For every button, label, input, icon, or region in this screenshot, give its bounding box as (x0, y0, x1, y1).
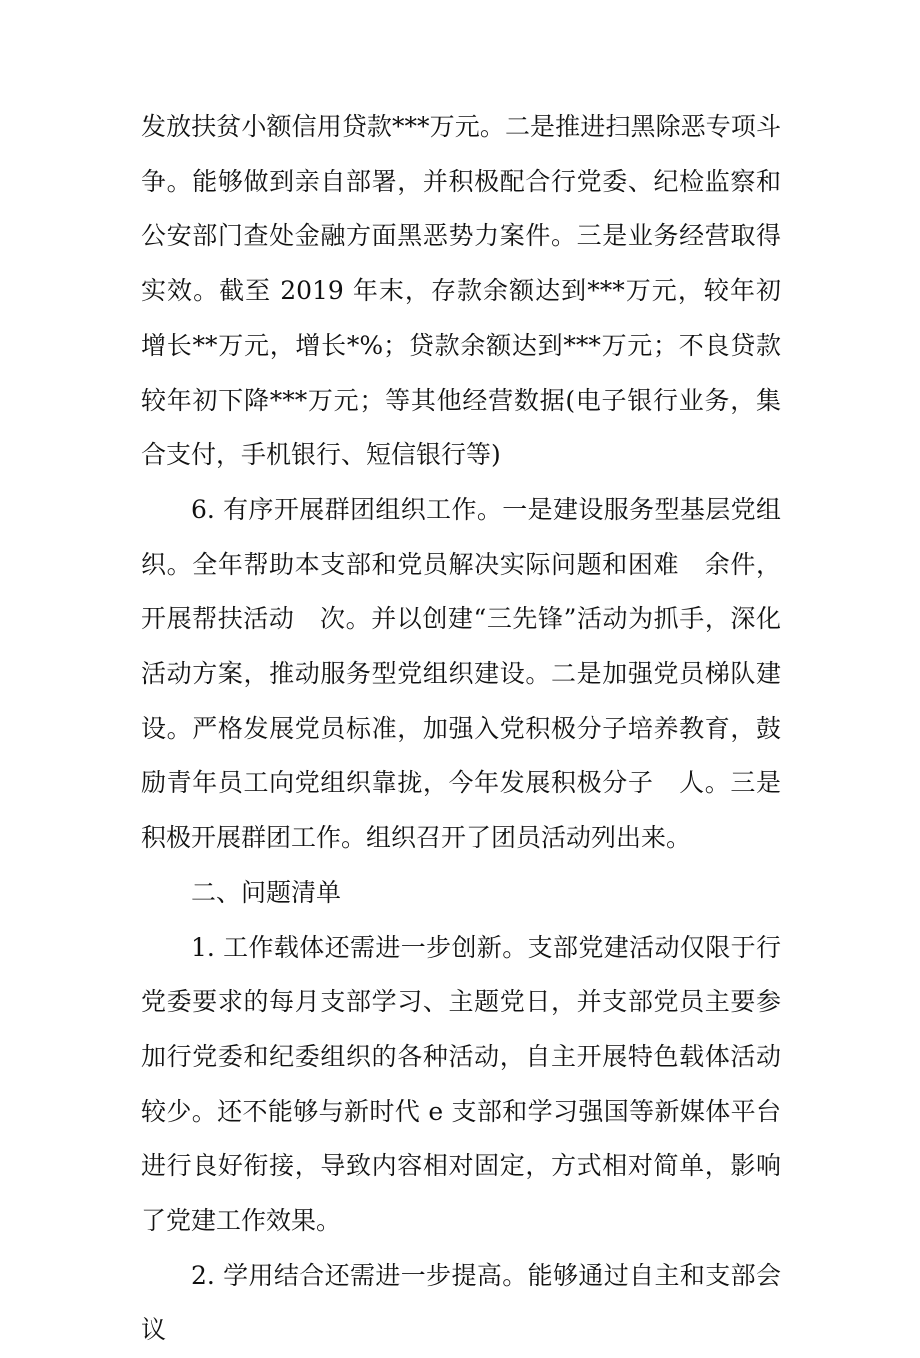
paragraph-business-results: 发放扶贫小额信用贷款***万元。二是推进扫黑除恶专项斗争。能够做到亲自部署，并积极配合行党委、纪检监察和公安部门查处金融方面黑恶势力案件。三是业务经营取得实效。截至 2019 年末，存款余额达到***万元，较年初增长**万元，增长*%；贷款余额达到***万元；不良贷款较年初下降***万元；等其他经营数据(电子银行业务，集合支付，手机银行、短信银行等) (141, 112, 781, 470)
paragraph-work-carrier: 1. 工作载体还需进一步创新。支部党建活动仅限于行党委要求的每月支部学习、主题党日，并支部党员主要参加行党委和纪委组织的各种活动，自主开展特色载体活动较少。还不能够与新时代 e 支部和学习强国等新媒体平台进行良好衔接，导致内容相对固定，方式相对简单，影响了党建工作效果。 (141, 932, 781, 1236)
document-body (141, 100, 781, 1358)
section-heading-problem-list: 二、问题清单 (191, 877, 342, 907)
paragraph-group-work: 6. 有序开展群团组织工作。一是建设服务型基层党组织。全年帮助本支部和党员解决实际问题和困难 余件，开展帮扶活动 次。并以创建“三先锋”活动为抓手，深化活动方案，推动服务型党组织建设。二是加强党员梯队建设。严格发展党员标准，加强入党积极分子培养教育，鼓励青年员工向党组织靠拢，今年发展积极分子 人。三是积极开展群团工作。组织召开了团员活动列出来。 (141, 494, 781, 853)
paragraph-learning-application: 2. 学用结合还需进一步提高。能够通过自主和支部会议 (141, 1260, 781, 1345)
